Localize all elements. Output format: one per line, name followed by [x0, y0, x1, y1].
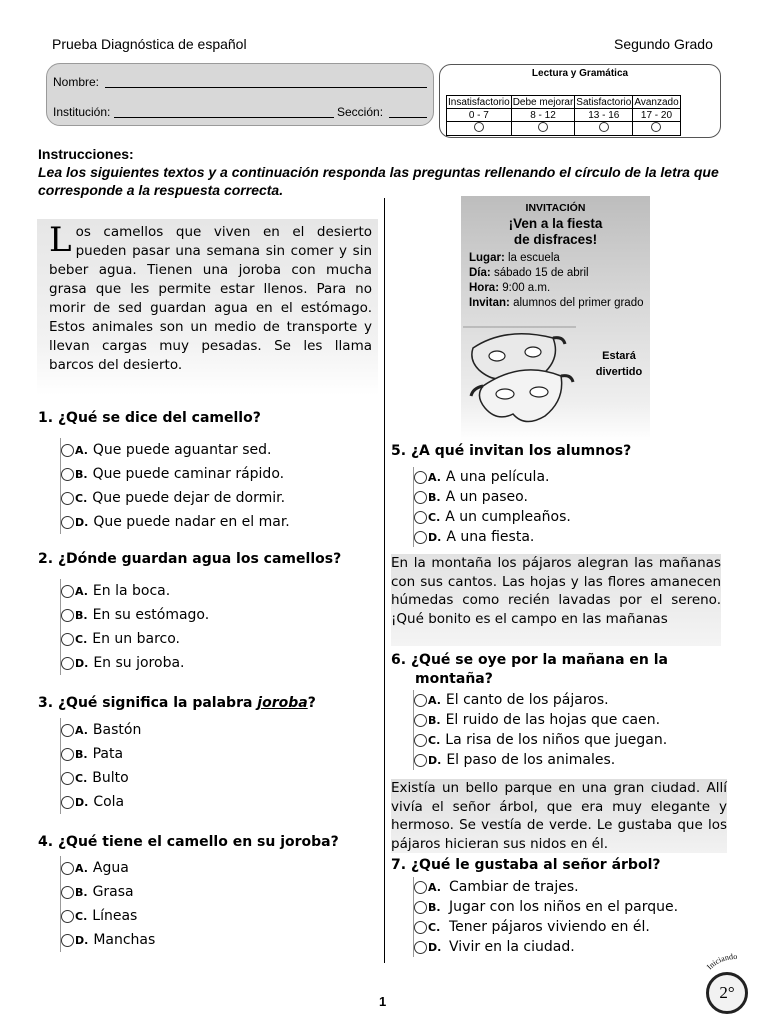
- circle-icon[interactable]: [414, 754, 427, 767]
- level-bubble[interactable]: [633, 122, 680, 136]
- circle-icon[interactable]: [61, 910, 74, 923]
- score-table: [446, 95, 681, 136]
- circle-icon[interactable]: [61, 862, 74, 875]
- circle-icon: [599, 122, 609, 132]
- option-d[interactable]: D. Vivir en la ciudad.: [414, 937, 678, 957]
- level-range: 8 - 12: [511, 109, 575, 122]
- svg-text:Iniciando: [705, 952, 737, 971]
- circle-icon[interactable]: [414, 531, 427, 544]
- section-label: Sección:: [337, 105, 384, 119]
- score-title: Lectura y Gramática: [531, 68, 629, 79]
- option-d[interactable]: D. El paso de los animales.: [414, 750, 667, 770]
- score-box: [439, 64, 721, 138]
- option-b[interactable]: B. Pata: [61, 742, 141, 766]
- question-1: 1. ¿Qué se dice del camello?: [38, 410, 261, 426]
- page-number: 1: [379, 994, 387, 1009]
- option-b[interactable]: B. El ruido de las hojas que caen.: [414, 710, 667, 730]
- circle-icon[interactable]: [61, 724, 74, 737]
- circle-icon[interactable]: [61, 633, 74, 646]
- question-1-options: [60, 438, 290, 534]
- option-c[interactable]: C. Bulto: [61, 766, 141, 790]
- circle-icon[interactable]: [414, 921, 427, 934]
- circle-icon[interactable]: [414, 714, 427, 727]
- option-a[interactable]: A. En la boca.: [61, 579, 209, 603]
- option-a[interactable]: A. El canto de los pájaros.: [414, 690, 667, 710]
- seal-text: Iniciando: [704, 952, 738, 972]
- reading-camels-text: os camellos que viven en el desierto pueden pasar una semana sin comer y sin beber agua. Tienen una joroba con mucha grasa que les permite estar llenos. Para no morir de sed guardan agua en el estómago. Estos animales son un medio de transporte y llevan cargas muy pesadas. Se les llama barcos del desierto.: [49, 224, 372, 373]
- question-6-options: [413, 690, 667, 770]
- grade-label: Segundo Grado: [614, 36, 713, 52]
- test-title: Prueba Diagnóstica de español: [52, 36, 247, 52]
- option-d[interactable]: D. En su joroba.: [61, 651, 209, 675]
- option-b[interactable]: B. Grasa: [61, 880, 155, 904]
- masks-icon: [461, 324, 581, 439]
- level-label: Insatisfactorio: [448, 96, 510, 108]
- circle-icon[interactable]: [414, 734, 427, 747]
- level-range: 13 - 16: [575, 109, 633, 122]
- question-4-options: [60, 856, 155, 952]
- invitation-title-2: de disfraces!: [513, 232, 598, 247]
- question-5-options: [413, 467, 571, 547]
- question-3: 3. ¿Qué significa la palabra joroba?: [38, 695, 316, 711]
- question-7-options: [413, 877, 678, 957]
- instructions-title: Instrucciones:: [38, 146, 134, 162]
- circle-icon[interactable]: [61, 886, 74, 899]
- section-field[interactable]: [389, 105, 427, 118]
- circle-icon[interactable]: [414, 901, 427, 914]
- invitation-title-1: ¡Ven a la fiesta: [508, 216, 603, 231]
- option-c[interactable]: C. Tener pájaros viviendo en él.: [414, 917, 678, 937]
- option-b[interactable]: B. A un paseo.: [414, 487, 571, 507]
- option-b[interactable]: B. Jugar con los niños en el parque.: [414, 897, 678, 917]
- circle-icon[interactable]: [414, 511, 427, 524]
- reading-park: Existía un bello parque en una gran ciudad. Allí vivía el señor árbol, que era muy elegante y hermoso. Se vestía de verde. Le gustaba que los pájaros hicieran sus nidos en él.: [391, 780, 727, 852]
- question-4: 4. ¿Qué tiene el camello en su joroba?: [38, 834, 339, 850]
- name-label: Nombre:: [53, 75, 100, 89]
- instructions-text: Lea los siguientes textos y a continuación responda las preguntas rellenando el círculo de la letra que corresponde a la respuesta correcta.: [38, 164, 719, 198]
- reading-camels: [37, 219, 378, 395]
- keyword: joroba: [257, 695, 308, 711]
- option-c[interactable]: C. En un barco.: [61, 627, 209, 651]
- circle-icon[interactable]: [61, 796, 74, 809]
- question-2: 2. ¿Dónde guardan agua los camellos?: [38, 551, 342, 567]
- option-a[interactable]: A. Que puede aguantar sed.: [61, 438, 290, 462]
- invitation-hosts: Invitan: alumnos del primer grado: [469, 297, 644, 309]
- question-3-options: [60, 718, 141, 814]
- circle-icon[interactable]: [414, 471, 427, 484]
- level-label: Debe mejorar: [512, 96, 574, 108]
- circle-icon[interactable]: [414, 881, 427, 894]
- option-c[interactable]: C. Líneas: [61, 904, 155, 928]
- circle-icon[interactable]: [414, 941, 427, 954]
- institution-label: Institución:: [53, 105, 111, 119]
- question-5: 5. ¿A qué invitan los alumnos?: [391, 443, 632, 459]
- option-d[interactable]: D. Que puede nadar en el mar.: [61, 510, 290, 534]
- question-6: 6. ¿Qué se oye por la mañana en la montaña?: [391, 652, 668, 687]
- invitation-day: Día: sábado 15 de abril: [469, 267, 589, 279]
- invitation-heading: INVITACIÓN: [525, 202, 586, 214]
- circle-icon[interactable]: [61, 657, 74, 670]
- circle-icon: [538, 122, 548, 132]
- level-bubble[interactable]: [511, 122, 575, 136]
- drop-cap: L: [49, 220, 72, 260]
- option-a[interactable]: A. Agua: [61, 856, 155, 880]
- option-a[interactable]: A. A una película.: [414, 467, 571, 487]
- circle-icon[interactable]: [61, 772, 74, 785]
- option-c[interactable]: C. A un cumpleaños.: [414, 507, 571, 527]
- invitation-card: [461, 196, 650, 441]
- circle-icon[interactable]: [61, 492, 74, 505]
- institution-field[interactable]: [114, 105, 334, 118]
- option-b[interactable]: B. Que puede caminar rápido.: [61, 462, 290, 486]
- circle-icon[interactable]: [61, 748, 74, 761]
- circle-icon[interactable]: [414, 694, 427, 707]
- option-b[interactable]: B. En su estómago.: [61, 603, 209, 627]
- option-a[interactable]: A. Cambiar de trajes.: [414, 877, 678, 897]
- circle-icon[interactable]: [61, 609, 74, 622]
- option-d[interactable]: D. Cola: [61, 790, 141, 814]
- circle-icon: [474, 122, 484, 132]
- option-c[interactable]: C. La risa de los niños que juegan.: [414, 730, 667, 750]
- level-label: Satisfactorio: [576, 96, 632, 108]
- grade-badge: 2°: [706, 972, 748, 1014]
- option-d[interactable]: D. A una fiesta.: [414, 527, 571, 547]
- column-divider: [384, 198, 385, 963]
- level-range: 17 - 20: [633, 109, 680, 122]
- question-2-options: [60, 579, 209, 675]
- circle-icon[interactable]: [61, 934, 74, 947]
- invitation-time: Hora: 9:00 a.m.: [469, 282, 551, 294]
- circle-icon[interactable]: [61, 468, 74, 481]
- circle-icon[interactable]: [414, 491, 427, 504]
- question-7: 7. ¿Qué le gustaba al señor árbol?: [391, 857, 661, 873]
- name-field[interactable]: [105, 75, 427, 88]
- level-range: 0 - 7: [447, 109, 512, 122]
- level-label: Avanzado: [634, 96, 679, 108]
- circle-icon[interactable]: [61, 516, 74, 529]
- option-d[interactable]: D. Manchas: [61, 928, 155, 952]
- circle-icon[interactable]: [61, 444, 74, 457]
- option-a[interactable]: A. Bastón: [61, 718, 141, 742]
- level-bubble[interactable]: [447, 122, 512, 136]
- invitation-place: Lugar: la escuela: [469, 252, 560, 264]
- circle-icon: [651, 122, 661, 132]
- circle-icon[interactable]: [61, 585, 74, 598]
- option-c[interactable]: C. Que puede dejar de dormir.: [61, 486, 290, 510]
- invitation-tagline: Estará divertido: [595, 350, 643, 378]
- student-info-box: [46, 63, 434, 126]
- reading-mountain: En la montaña los pájaros alegran las mañanas con sus cantos. Las hojas y las flores amanecen húmedas como recién lavadas por el sereno. ¡Qué bonito es el campo en las mañanas: [391, 554, 721, 646]
- level-bubble[interactable]: [575, 122, 633, 136]
